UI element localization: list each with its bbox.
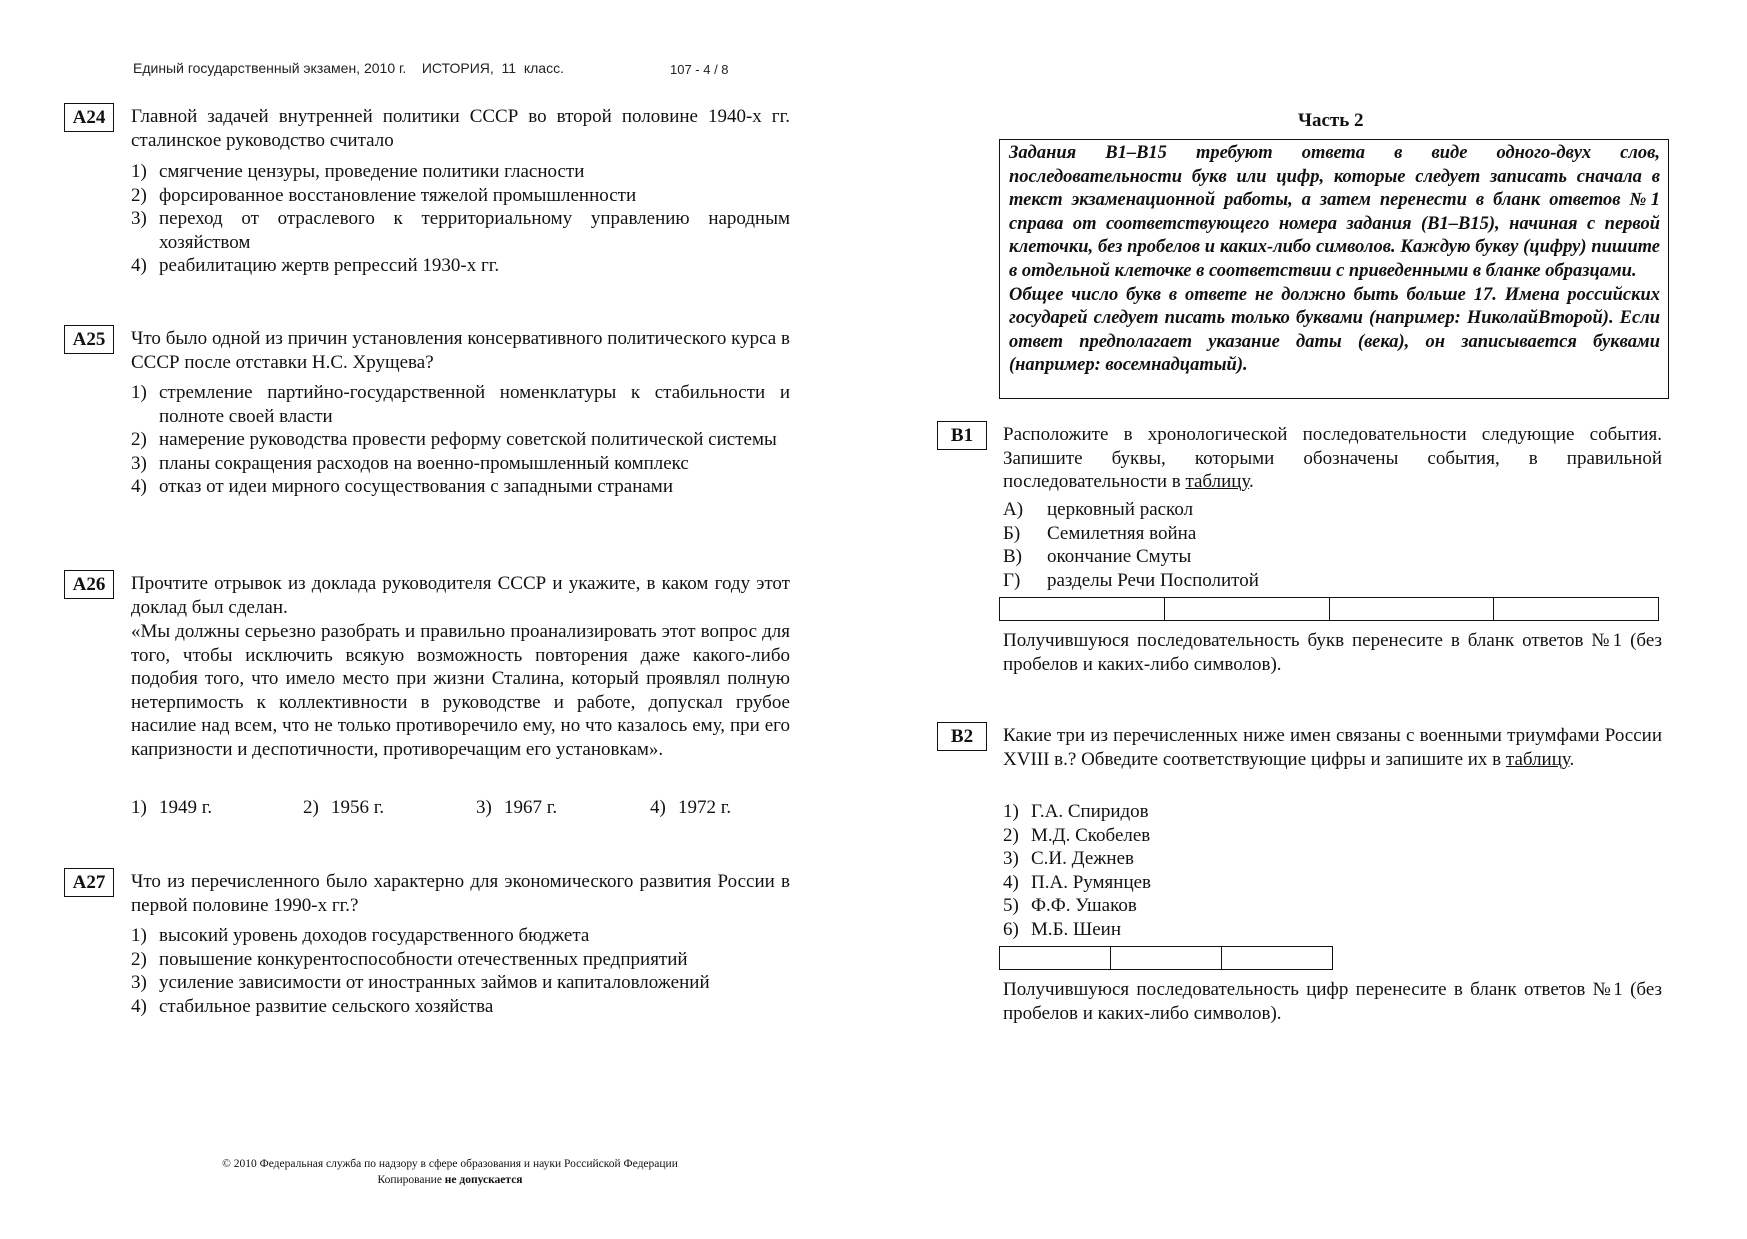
table-link[interactable]: таблицу	[1505, 748, 1570, 770]
transfer-note-b1: Получившуюся последовательность букв перенесите в бланк ответов №1 (без пробелов и каких-либо символов).	[1003, 630, 1662, 675]
option[interactable]: 4) П.А. Румянцев	[1003, 871, 1152, 893]
question-b2: Какие три из перечисленных ниже имен связаны с военными триумфами России XVIII в.? Обведите соответствующие цифры и запишите их в таблицу.	[1003, 725, 1662, 770]
option[interactable]: 2) намерение руководства провести реформу советской политической системы	[131, 429, 777, 450]
list-item: Б) Семилетняя война	[1003, 522, 1197, 544]
option[interactable]: 3) планы сокращения расходов на военно-промышленный комплекс	[131, 452, 689, 474]
part-title: Часть 2	[1298, 110, 1364, 131]
transfer-note-b2: Получившуюся последовательность цифр перенесите в бланк ответов №1 (без пробелов и каких-либо символов).	[1003, 979, 1662, 1024]
option[interactable]: 2) 1956 г.	[303, 797, 385, 818]
exam-header: Единый государственный экзамен, 2010 г. ИСТОРИЯ, 11 класс.	[133, 60, 564, 76]
question-a24: Главной задачей внутренней политики СССР во второй половине 1940-х гг. сталинское руководство считало	[131, 106, 790, 151]
option[interactable]: 4) реабилитацию жертв репрессий 1930-х гг.	[131, 255, 500, 276]
answer-cell[interactable]	[1165, 598, 1330, 620]
instructions-box	[999, 139, 1669, 399]
question-a27: Что из перечисленного было характерно для экономического развития России в первой половине 1990-х гг.?	[131, 871, 790, 916]
option[interactable]: 1) 1949 г.	[131, 797, 213, 818]
option[interactable]: 3) 1967 г.	[476, 797, 558, 818]
options-a24	[131, 160, 790, 278]
answer-cell[interactable]	[1000, 947, 1111, 969]
option[interactable]: 1) стремление партийно-государственной номенклатуры к стабильности и полноте своей власти	[131, 382, 790, 427]
instructions-paragraph: Общее число букв в ответе не должно быть больше 17. Имена российских государей следует писать только буквами (например: НиколайВторой). Если ответ предполагает указание даты (века), он записывается буквами (например: восемнадцатый).	[1009, 284, 1660, 376]
question-a25: Что было одной из причин установления консервативного политического курса в СССР после отставки Н.С. Хрущева?	[131, 328, 790, 373]
answer-cell[interactable]	[1494, 598, 1658, 620]
question-label-a26: А26	[64, 570, 114, 599]
table-link[interactable]: таблицу	[1185, 471, 1250, 492]
option[interactable]: 4) 1972 г.	[650, 797, 732, 818]
page-number: 107 - 4 / 8	[670, 62, 729, 77]
question-label-a25: А25	[64, 325, 114, 354]
answer-cell[interactable]	[1330, 598, 1495, 620]
question-b1: Расположите в хронологической последовательности следующие события. Запишите буквы, которыми обозначены события, в правильной последовательности в таблицу.	[1003, 424, 1662, 492]
option[interactable]: 1) Г.А. Спиридов	[1003, 801, 1149, 822]
option[interactable]: 3) переход от отраслевого к территориальному управлению народным хозяйством	[131, 208, 790, 253]
option[interactable]: 2) повышение конкурентоспособности отечественных предприятий	[131, 948, 688, 970]
question-a26: Прочтите отрывок из доклада руководителя СССР и укажите, в каком году этот доклад был сделан.	[131, 573, 790, 618]
names-list-b2	[1003, 800, 1403, 941]
copyright-footer: © 2010 Федеральная служба по надзору в сфере образования и науки Российской Федерации Копирование не допускается	[222, 1158, 678, 1186]
events-list-b1	[1003, 498, 1503, 592]
quote-a26: «Мы должны серьезно разобрать и правильно проанализировать этот вопрос для того, чтобы исключить всякую возможность повторения даже какого-либо подобия того, что имело место при жизни Сталина, который проявлял полную нетерпимость к коллективности в руководстве и работе, допускал грубое насилие над всем, что не только противоречило ему, но что казалось ему, при его капризности и деспотичности, противоречащим его установкам».	[131, 621, 790, 760]
option[interactable]: 5) Ф.Ф. Ушаков	[1003, 895, 1137, 916]
instructions-paragraph: Задания В1–В15 требуют ответа в виде одного-двух слов, последовательности букв или цифр, которые следует записать сначала в текст экзаменационной работы, а затем перенести в бланк ответов №1 справа от соответствующего номера задания (В1–В15), начиная с первой клеточки, без пробелов и каких-либо символов. Каждую букву (цифру) пишите в отдельной клеточке в соответствии с приведенными в бланке образцами.	[1009, 143, 1660, 281]
list-item: В) окончание Смуты	[1003, 546, 1192, 567]
answer-cell[interactable]	[1111, 947, 1222, 969]
question-label-a24: А24	[64, 103, 114, 132]
list-item: А) церковный раскол	[1003, 499, 1194, 520]
question-label-b1: В1	[937, 421, 987, 450]
question-label-b2: В2	[937, 722, 987, 751]
answer-grid-b2[interactable]	[999, 946, 1333, 970]
option[interactable]: 1) высокий уровень доходов государственного бюджета	[131, 925, 590, 946]
option[interactable]: 1) смягчение цензуры, проведение политики гласности	[131, 161, 585, 182]
answer-cell[interactable]	[1000, 598, 1165, 620]
options-a25	[131, 381, 790, 499]
question-label-a27: А27	[64, 868, 114, 897]
option[interactable]: 6) М.Б. Шеин	[1003, 918, 1121, 940]
option[interactable]: 3) С.И. Дежнев	[1003, 848, 1134, 869]
list-item: Г) разделы Речи Посполитой	[1003, 569, 1259, 591]
options-a27	[131, 924, 790, 1018]
option[interactable]: 4) стабильное развитие сельского хозяйства	[131, 995, 494, 1017]
option[interactable]: 2) форсированное восстановление тяжелой промышленности	[131, 184, 637, 206]
answer-cell[interactable]	[1222, 947, 1332, 969]
option[interactable]: 2) М.Д. Скобелев	[1003, 824, 1151, 846]
answer-grid-b1[interactable]	[999, 597, 1659, 621]
option[interactable]: 4) отказ от идеи мирного сосуществования с западными странами	[131, 476, 673, 497]
option[interactable]: 3) усиление зависимости от иностранных займов и капиталовложений	[131, 972, 710, 993]
